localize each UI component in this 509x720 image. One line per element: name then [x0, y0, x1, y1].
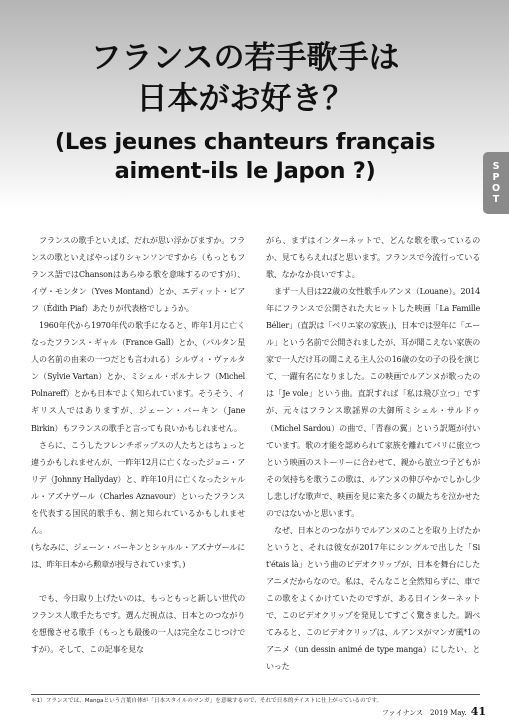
article-title-japanese [40, 38, 450, 120]
page-number: 41 [470, 705, 486, 718]
section-tab-letter: S [492, 161, 500, 172]
section-tab-spot [483, 152, 509, 214]
magazine-issue: ファイナンス 2019 May. [381, 709, 467, 717]
article-paragraph: がら、まずはインターネットで、どんな歌を歌っているのか、見てもらえればと思います。フランスで今流行っている歌、なかなか良いですよ。 [266, 236, 480, 280]
title-fr-line-2: aiment-ils le Japon ?) [114, 158, 376, 184]
article-paragraph: なぜ、日本とのつながりでルアンヌのことを取り上げたかというと、それは彼女が2017年にシングルで出した「Si t'étais là」という曲のビデオクリップが、日本を舞台にしたアニメだからなので。私は、そんなこと全然知らずに、車でこの歌をよくかけていたのですが、ある日インターネットで、このビデオクリップを発見してすごく驚きました。調べてみると、このビデオクリップは、ルアンヌがマンガ風*1のアニメ（un dessin animé de type manga）にしたい、といった [266, 525, 480, 672]
page-footer [382, 705, 486, 719]
article-paragraph: 1960年代から1970年代の歌手になると、昨年1月に亡くなったフランス・ギャル（France Gall）とか、（パルタン星人の名前の由来の一つだとも言われる）シルヴィ・ヴァルタン（Sylvie Vartan）とか、ミシェル・ポルナレフ（Michel Polnareff）とかも日本でよく知られています。そうそう、イギリス人ではありますが、ジェーン・バーキン（Jane Birkin）もフランスの歌手と言っても良いかもしれません。 [31, 321, 245, 433]
section-tab-letter: O [491, 183, 501, 194]
article-paragraph: (ちなみに、ジェーン・バーキンとシャルル・アズナヴールには、昨年日本から勲章が授与されています。) [31, 542, 245, 569]
article-paragraph: フランスの歌手といえば、だれが思い浮かびますか。フランスの歌といえばやっぱりシャンソンですから（もっともフランス語ではChansonはあらゆる歌を意味するのですが）、イヴ・モンタン（Yves Montand）とか、エディット・ピアフ（Édith Piaf）あたりが代表格でしょうか。 [31, 236, 245, 314]
article-paragraph: でも、今日取り上げたいのは、もっともっと新しい世代のフランス人歌手たちです。選んだ視点は、日本とのつながりを想像させる歌手（もっとも最後の一人は完全なこじつけですが）。そして、この記事を見な [31, 593, 245, 655]
article-column-right [266, 232, 480, 675]
title-ja-line-1: フランスの若手歌手は [90, 40, 400, 76]
paragraph-spacer [31, 573, 245, 590]
title-ja-line-2: 日本がお好き？ [136, 81, 354, 117]
section-tab-letter: P [492, 172, 500, 183]
article-column-left [31, 232, 245, 658]
title-fr-line-1: (Les jeunes chanteurs français [54, 129, 436, 155]
article-paragraph: さらに、こうしたフレンチポップスの人たちとはちょっと違うかもしれませんが、一昨年12月に亡くなったジョニ・アリデ（Johnny Hallyday）と、昨年10月に亡くなったシャルル・アズナヴール（Charles Aznavour）といったフランスを代表する国民的歌手も、割と知られているかもしれません。 [31, 440, 245, 535]
footnote-divider [31, 694, 480, 695]
article-paragraph: まず一人目は22歳の女性歌手ルアンヌ（Louane）。2014年にフランスで公開された大ヒットした映画「La Famille Bélier」（直訳は「ベリエ家の家族」)、日本では翌年に「エール」という名前で公開されましたが、耳が聞こえない家族の家で一人だけ耳の聞こえる主人公の16歳の女の子の役を演じて、一躍有名になりました。この映画でルアンヌが歌ったのは「Je vole」という曲。直訳すれば「私は飛び立つ」ですが、元々はフランス歌謡界の大御所ミシェル・サルドゥ（Michel Sardou）の曲で、「青春の翼」という訳題が付いています。歌の才能を認められて家族を離れてパリに旅立つという映画のストーリーに合わせて、親から旅立つ子どもがその気持ちを歌うこの歌は、ルアンヌの伸びやかでしかし少し悲しげな歌声で、映画を見に来た多くの観たちを泣かせたのではないかと思います。 [266, 287, 480, 518]
article-title-french [40, 128, 450, 186]
section-tab-letter: T [492, 194, 500, 205]
footnote: ＊1）フランスでは、Mangaという言葉自体が「日本スタイルのマンガ」を意味するので、それで日本的テイストに仕上がっているのです。 [31, 698, 383, 704]
